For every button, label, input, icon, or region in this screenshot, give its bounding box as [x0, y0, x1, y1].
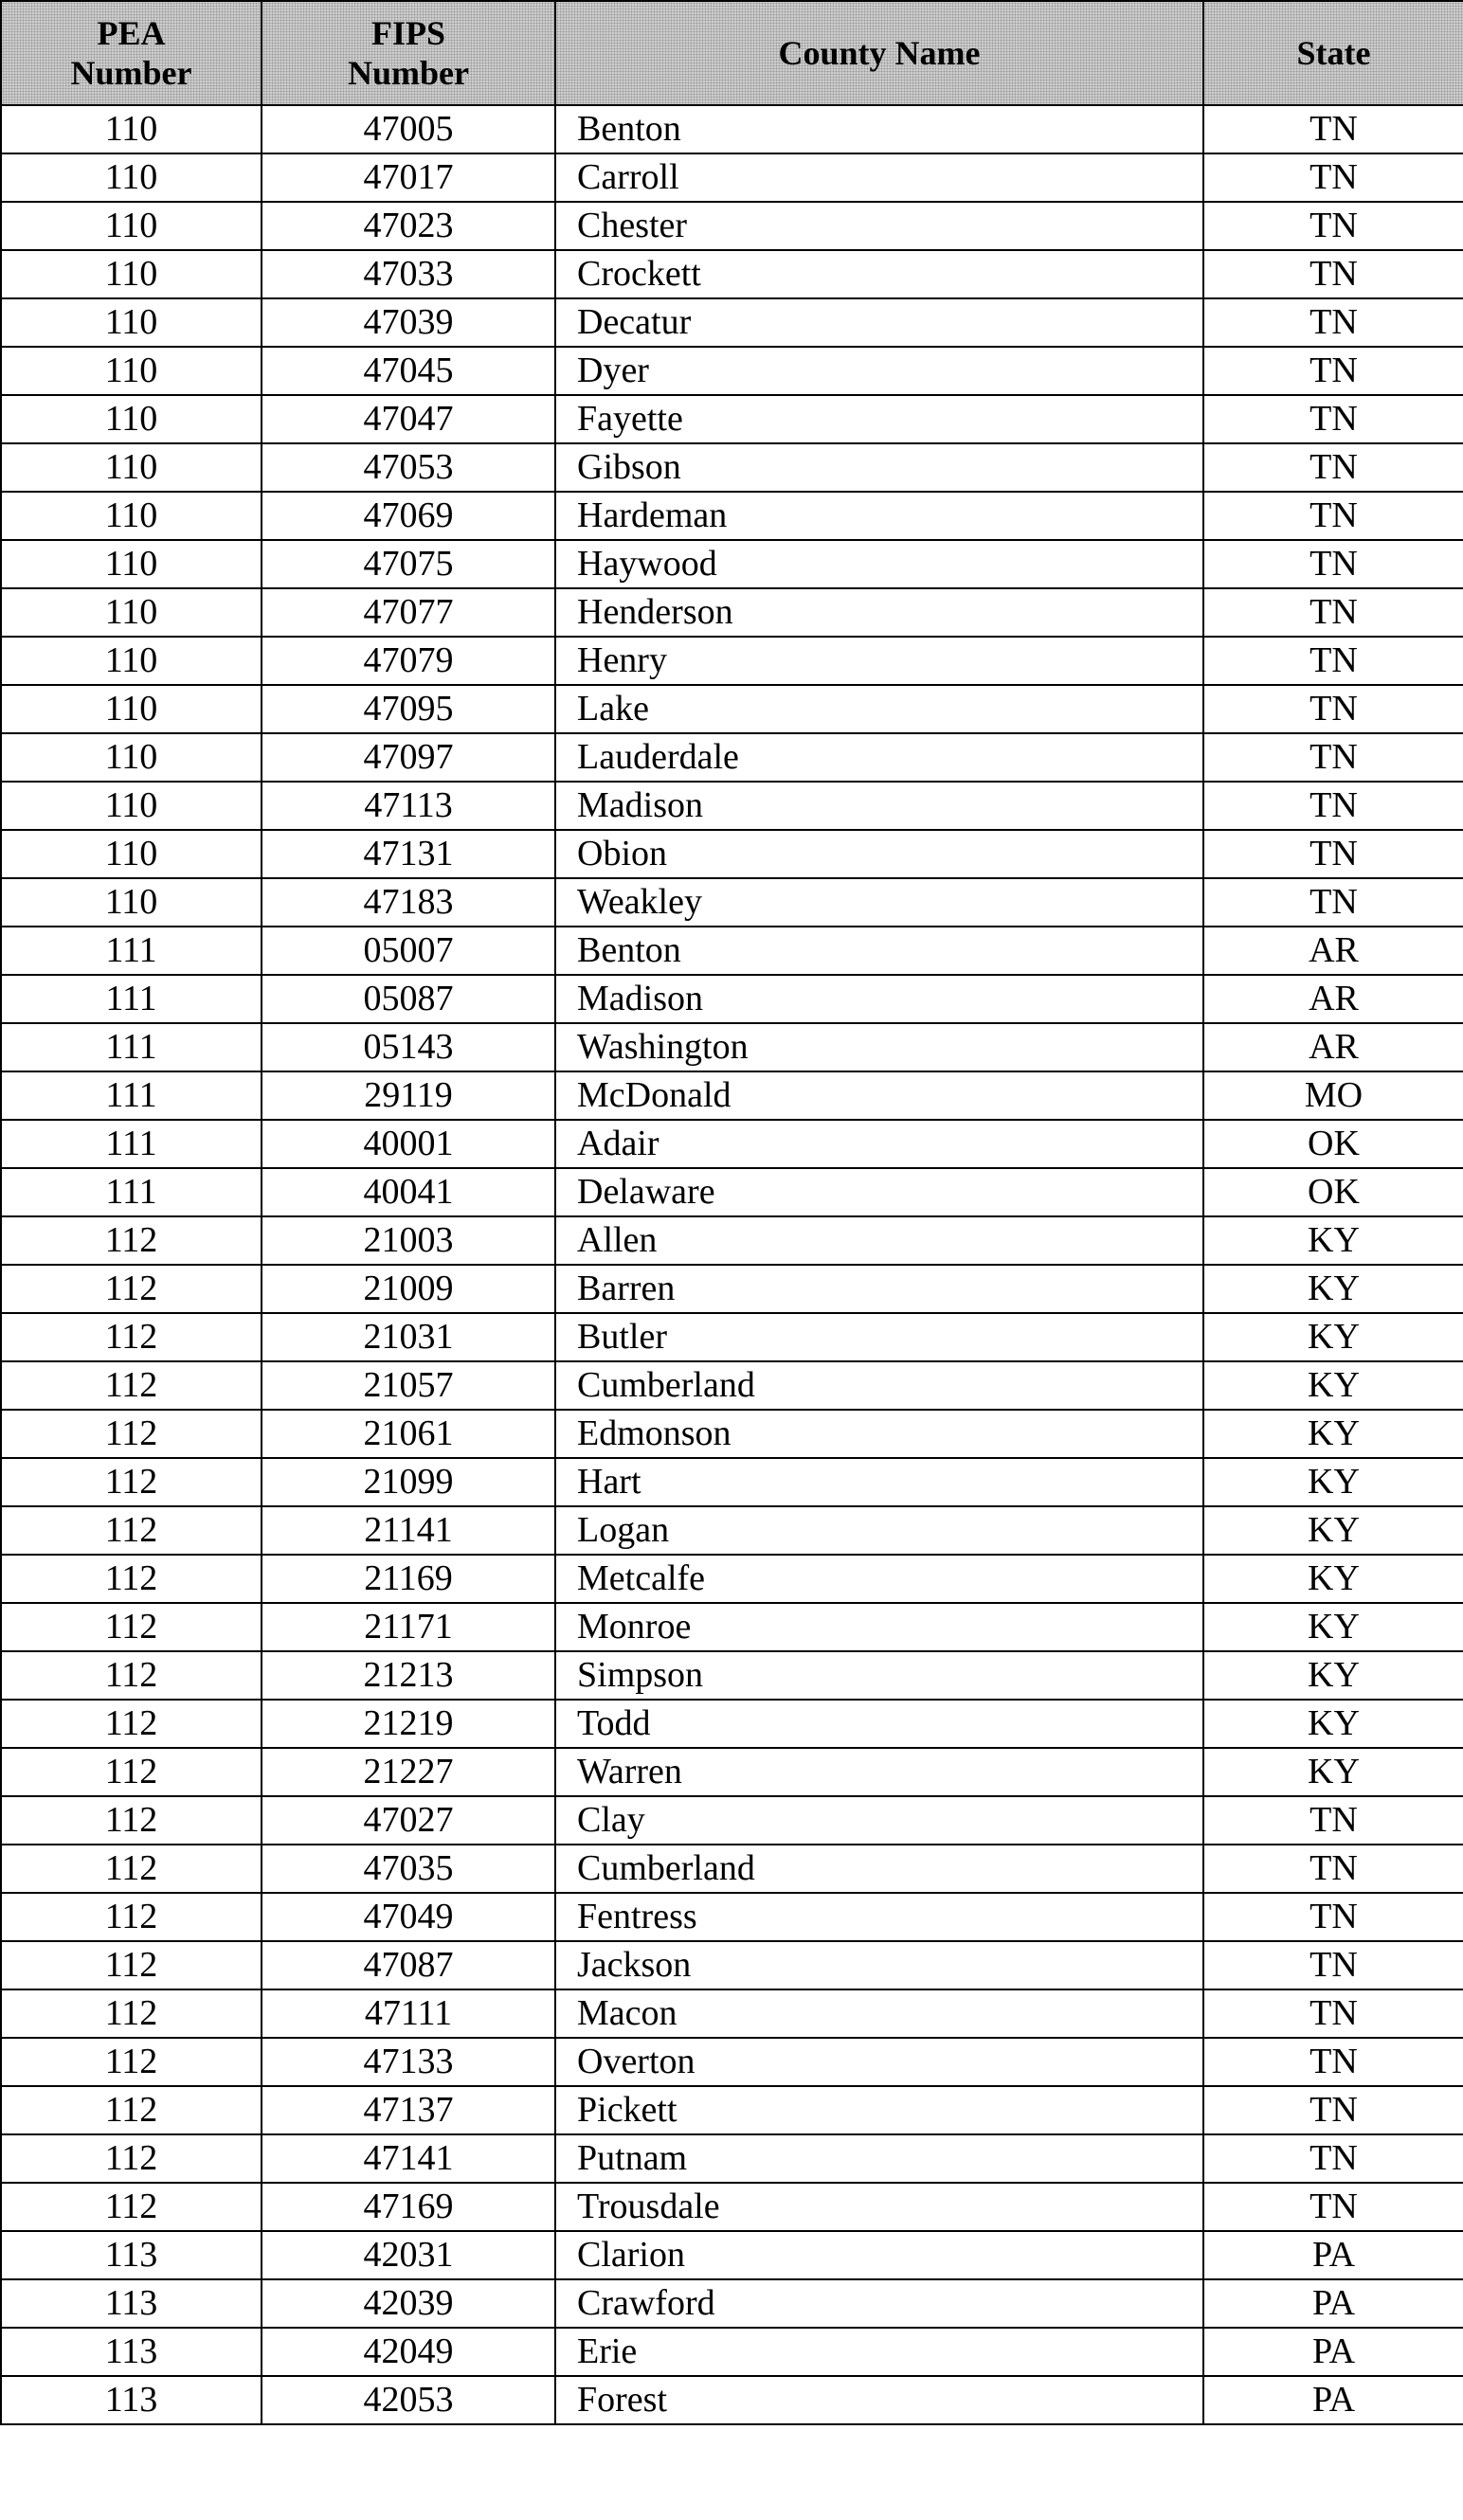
cell-pea-number: 110: [1, 637, 262, 685]
cell-fips-number: 40001: [262, 1120, 555, 1168]
cell-county-name: Obion: [555, 830, 1203, 878]
cell-county-name: Delaware: [555, 1168, 1203, 1216]
table-body: [1, 105, 1463, 2424]
table-row: [1, 1410, 1463, 1458]
cell-pea-number: 112: [1, 1216, 262, 1265]
cell-fips-number: 21057: [262, 1361, 555, 1410]
cell-fips-number: 47113: [262, 782, 555, 830]
table-row: [1, 2038, 1463, 2086]
header-fips-number: FIPS Number: [262, 1, 555, 105]
cell-county-name: Putnam: [555, 2134, 1203, 2183]
table-row: [1, 830, 1463, 878]
cell-state: TN: [1203, 202, 1463, 250]
header-pea-number: PEA Number: [1, 1, 262, 105]
table-row: [1, 1216, 1463, 1265]
cell-pea-number: 113: [1, 2376, 262, 2424]
cell-pea-number: 110: [1, 588, 262, 637]
cell-pea-number: 110: [1, 298, 262, 347]
cell-county-name: Madison: [555, 782, 1203, 830]
table-row: [1, 1893, 1463, 1941]
header-state: State: [1203, 1, 1463, 105]
cell-state: PA: [1203, 2328, 1463, 2376]
header-row: [1, 1, 1463, 105]
table-row: [1, 1361, 1463, 1410]
cell-county-name: Fayette: [555, 395, 1203, 443]
cell-state: MO: [1203, 1071, 1463, 1120]
cell-county-name: McDonald: [555, 1071, 1203, 1120]
cell-county-name: Haywood: [555, 540, 1203, 588]
cell-state: PA: [1203, 2231, 1463, 2279]
cell-state: KY: [1203, 1458, 1463, 1506]
cell-pea-number: 113: [1, 2279, 262, 2328]
cell-pea-number: 112: [1, 1410, 262, 1458]
cell-fips-number: 47045: [262, 347, 555, 395]
cell-fips-number: 21213: [262, 1651, 555, 1700]
cell-county-name: Trousdale: [555, 2183, 1203, 2231]
cell-pea-number: 112: [1, 1313, 262, 1361]
cell-state: TN: [1203, 830, 1463, 878]
cell-state: TN: [1203, 395, 1463, 443]
cell-pea-number: 112: [1, 1603, 262, 1651]
cell-pea-number: 112: [1, 1506, 262, 1555]
table-row: [1, 1748, 1463, 1796]
cell-pea-number: 110: [1, 733, 262, 782]
cell-pea-number: 112: [1, 1700, 262, 1748]
cell-pea-number: 112: [1, 1989, 262, 2038]
cell-fips-number: 21061: [262, 1410, 555, 1458]
table-row: [1, 1603, 1463, 1651]
cell-county-name: Edmonson: [555, 1410, 1203, 1458]
table-row: [1, 975, 1463, 1023]
cell-county-name: Benton: [555, 105, 1203, 153]
table-row: [1, 1071, 1463, 1120]
cell-fips-number: 47137: [262, 2086, 555, 2134]
cell-fips-number: 21003: [262, 1216, 555, 1265]
cell-pea-number: 112: [1, 2134, 262, 2183]
cell-state: TN: [1203, 685, 1463, 733]
cell-pea-number: 110: [1, 153, 262, 202]
cell-state: TN: [1203, 1941, 1463, 1989]
cell-pea-number: 110: [1, 782, 262, 830]
cell-county-name: Barren: [555, 1265, 1203, 1313]
table-row: [1, 2231, 1463, 2279]
cell-state: TN: [1203, 2086, 1463, 2134]
cell-state: KY: [1203, 1361, 1463, 1410]
cell-state: TN: [1203, 733, 1463, 782]
cell-county-name: Adair: [555, 1120, 1203, 1168]
cell-pea-number: 110: [1, 395, 262, 443]
table-row: [1, 1700, 1463, 1748]
cell-fips-number: 47131: [262, 830, 555, 878]
cell-fips-number: 47079: [262, 637, 555, 685]
cell-county-name: Gibson: [555, 443, 1203, 492]
cell-pea-number: 112: [1, 1941, 262, 1989]
cell-state: TN: [1203, 878, 1463, 927]
cell-county-name: Warren: [555, 1748, 1203, 1796]
cell-state: KY: [1203, 1603, 1463, 1651]
cell-state: TN: [1203, 443, 1463, 492]
cell-state: TN: [1203, 250, 1463, 298]
cell-fips-number: 21219: [262, 1700, 555, 1748]
table-row: [1, 540, 1463, 588]
cell-state: TN: [1203, 298, 1463, 347]
cell-fips-number: 42049: [262, 2328, 555, 2376]
table-row: [1, 1506, 1463, 1555]
cell-county-name: Benton: [555, 927, 1203, 975]
cell-pea-number: 111: [1, 927, 262, 975]
cell-pea-number: 110: [1, 202, 262, 250]
cell-county-name: Todd: [555, 1700, 1203, 1748]
cell-state: KY: [1203, 1313, 1463, 1361]
cell-state: TN: [1203, 2134, 1463, 2183]
table-row: [1, 1023, 1463, 1071]
cell-pea-number: 112: [1, 1748, 262, 1796]
cell-state: KY: [1203, 1555, 1463, 1603]
cell-fips-number: 21227: [262, 1748, 555, 1796]
cell-fips-number: 47027: [262, 1796, 555, 1845]
table-row: [1, 637, 1463, 685]
cell-state: TN: [1203, 2183, 1463, 2231]
cell-pea-number: 112: [1, 1555, 262, 1603]
cell-state: KY: [1203, 1506, 1463, 1555]
cell-pea-number: 112: [1, 1893, 262, 1941]
cell-fips-number: 47035: [262, 1845, 555, 1893]
table-row: [1, 1845, 1463, 1893]
cell-county-name: Erie: [555, 2328, 1203, 2376]
cell-county-name: Lake: [555, 685, 1203, 733]
cell-county-name: Jackson: [555, 1941, 1203, 1989]
cell-fips-number: 47169: [262, 2183, 555, 2231]
cell-county-name: Metcalfe: [555, 1555, 1203, 1603]
cell-pea-number: 111: [1, 1120, 262, 1168]
cell-pea-number: 112: [1, 1458, 262, 1506]
cell-fips-number: 05007: [262, 927, 555, 975]
cell-county-name: Monroe: [555, 1603, 1203, 1651]
table-row: [1, 153, 1463, 202]
cell-pea-number: 110: [1, 492, 262, 540]
cell-fips-number: 47087: [262, 1941, 555, 1989]
table-row: [1, 1796, 1463, 1845]
cell-county-name: Washington: [555, 1023, 1203, 1071]
table-row: [1, 1989, 1463, 2038]
cell-county-name: Hart: [555, 1458, 1203, 1506]
cell-county-name: Simpson: [555, 1651, 1203, 1700]
cell-fips-number: 47033: [262, 250, 555, 298]
cell-state: TN: [1203, 347, 1463, 395]
cell-fips-number: 47069: [262, 492, 555, 540]
cell-fips-number: 21171: [262, 1603, 555, 1651]
table-row: [1, 782, 1463, 830]
cell-state: OK: [1203, 1120, 1463, 1168]
cell-pea-number: 112: [1, 1796, 262, 1845]
cell-county-name: Henry: [555, 637, 1203, 685]
table-row: [1, 1313, 1463, 1361]
table-row: [1, 733, 1463, 782]
cell-pea-number: 111: [1, 1023, 262, 1071]
cell-state: TN: [1203, 492, 1463, 540]
cell-state: TN: [1203, 153, 1463, 202]
cell-state: KY: [1203, 1265, 1463, 1313]
cell-pea-number: 112: [1, 1361, 262, 1410]
cell-fips-number: 21169: [262, 1555, 555, 1603]
cell-state: KY: [1203, 1700, 1463, 1748]
cell-fips-number: 47039: [262, 298, 555, 347]
cell-pea-number: 112: [1, 2183, 262, 2231]
table-row: [1, 347, 1463, 395]
cell-state: PA: [1203, 2279, 1463, 2328]
cell-fips-number: 05087: [262, 975, 555, 1023]
cell-pea-number: 111: [1, 1071, 262, 1120]
table-row: [1, 202, 1463, 250]
cell-county-name: Decatur: [555, 298, 1203, 347]
cell-state: KY: [1203, 1216, 1463, 1265]
table-row: [1, 2183, 1463, 2231]
cell-fips-number: 29119: [262, 1071, 555, 1120]
cell-fips-number: 21141: [262, 1506, 555, 1555]
cell-state: TN: [1203, 1893, 1463, 1941]
cell-pea-number: 112: [1, 1651, 262, 1700]
cell-state: TN: [1203, 540, 1463, 588]
table-row: [1, 1458, 1463, 1506]
cell-pea-number: 113: [1, 2231, 262, 2279]
cell-county-name: Cumberland: [555, 1845, 1203, 1893]
cell-county-name: Forest: [555, 2376, 1203, 2424]
table-row: [1, 588, 1463, 637]
cell-pea-number: 110: [1, 685, 262, 733]
table-row: [1, 492, 1463, 540]
cell-fips-number: 47077: [262, 588, 555, 637]
cell-fips-number: 47133: [262, 2038, 555, 2086]
table-row: [1, 2086, 1463, 2134]
cell-pea-number: 112: [1, 1265, 262, 1313]
cell-county-name: Logan: [555, 1506, 1203, 1555]
cell-state: OK: [1203, 1168, 1463, 1216]
cell-state: PA: [1203, 2376, 1463, 2424]
cell-pea-number: 110: [1, 250, 262, 298]
cell-state: TN: [1203, 105, 1463, 153]
cell-county-name: Overton: [555, 2038, 1203, 2086]
cell-state: TN: [1203, 2038, 1463, 2086]
cell-county-name: Madison: [555, 975, 1203, 1023]
cell-pea-number: 110: [1, 540, 262, 588]
cell-county-name: Macon: [555, 1989, 1203, 2038]
cell-fips-number: 47017: [262, 153, 555, 202]
header-county-name: County Name: [555, 1, 1203, 105]
table-row: [1, 2376, 1463, 2424]
table-row: [1, 2279, 1463, 2328]
cell-pea-number: 110: [1, 105, 262, 153]
cell-state: TN: [1203, 782, 1463, 830]
cell-state: TN: [1203, 637, 1463, 685]
cell-state: AR: [1203, 927, 1463, 975]
cell-county-name: Cumberland: [555, 1361, 1203, 1410]
cell-fips-number: 47053: [262, 443, 555, 492]
cell-county-name: Clarion: [555, 2231, 1203, 2279]
cell-pea-number: 112: [1, 2038, 262, 2086]
cell-fips-number: 47095: [262, 685, 555, 733]
cell-state: TN: [1203, 588, 1463, 637]
cell-county-name: Carroll: [555, 153, 1203, 202]
cell-fips-number: 47097: [262, 733, 555, 782]
cell-county-name: Crawford: [555, 2279, 1203, 2328]
cell-pea-number: 111: [1, 1168, 262, 1216]
cell-county-name: Allen: [555, 1216, 1203, 1265]
cell-county-name: Butler: [555, 1313, 1203, 1361]
cell-state: AR: [1203, 975, 1463, 1023]
cell-state: KY: [1203, 1651, 1463, 1700]
cell-fips-number: 47047: [262, 395, 555, 443]
cell-county-name: Clay: [555, 1796, 1203, 1845]
cell-fips-number: 21031: [262, 1313, 555, 1361]
cell-county-name: Pickett: [555, 2086, 1203, 2134]
cell-state: TN: [1203, 1796, 1463, 1845]
table-row: [1, 2134, 1463, 2183]
cell-fips-number: 40041: [262, 1168, 555, 1216]
cell-county-name: Crockett: [555, 250, 1203, 298]
cell-pea-number: 112: [1, 1845, 262, 1893]
cell-pea-number: 112: [1, 2086, 262, 2134]
cell-pea-number: 110: [1, 347, 262, 395]
cell-fips-number: 47075: [262, 540, 555, 588]
cell-fips-number: 47023: [262, 202, 555, 250]
cell-pea-number: 110: [1, 830, 262, 878]
cell-fips-number: 47111: [262, 1989, 555, 2038]
cell-fips-number: 47183: [262, 878, 555, 927]
table-row: [1, 1120, 1463, 1168]
cell-county-name: Chester: [555, 202, 1203, 250]
table-row: [1, 1941, 1463, 1989]
table-row: [1, 878, 1463, 927]
cell-pea-number: 110: [1, 443, 262, 492]
table-row: [1, 395, 1463, 443]
cell-county-name: Henderson: [555, 588, 1203, 637]
cell-fips-number: 42031: [262, 2231, 555, 2279]
cell-fips-number: 47005: [262, 105, 555, 153]
cell-county-name: Weakley: [555, 878, 1203, 927]
cell-fips-number: 42039: [262, 2279, 555, 2328]
table-row: [1, 2328, 1463, 2376]
cell-fips-number: 21099: [262, 1458, 555, 1506]
table-row: [1, 1265, 1463, 1313]
table-row: [1, 298, 1463, 347]
cell-county-name: Lauderdale: [555, 733, 1203, 782]
table-row: [1, 1168, 1463, 1216]
cell-pea-number: 110: [1, 878, 262, 927]
cell-county-name: Fentress: [555, 1893, 1203, 1941]
cell-county-name: Dyer: [555, 347, 1203, 395]
table-row: [1, 927, 1463, 975]
cell-fips-number: 21009: [262, 1265, 555, 1313]
cell-fips-number: 47049: [262, 1893, 555, 1941]
cell-state: KY: [1203, 1410, 1463, 1458]
table-row: [1, 443, 1463, 492]
cell-fips-number: 05143: [262, 1023, 555, 1071]
cell-state: AR: [1203, 1023, 1463, 1071]
table-row: [1, 250, 1463, 298]
cell-state: TN: [1203, 1845, 1463, 1893]
table-row: [1, 685, 1463, 733]
cell-fips-number: 42053: [262, 2376, 555, 2424]
cell-pea-number: 113: [1, 2328, 262, 2376]
table-row: [1, 1555, 1463, 1603]
cell-county-name: Hardeman: [555, 492, 1203, 540]
table-row: [1, 1651, 1463, 1700]
cell-pea-number: 111: [1, 975, 262, 1023]
cell-state: TN: [1203, 1989, 1463, 2038]
cell-state: KY: [1203, 1748, 1463, 1796]
cell-fips-number: 47141: [262, 2134, 555, 2183]
table-row: [1, 105, 1463, 153]
